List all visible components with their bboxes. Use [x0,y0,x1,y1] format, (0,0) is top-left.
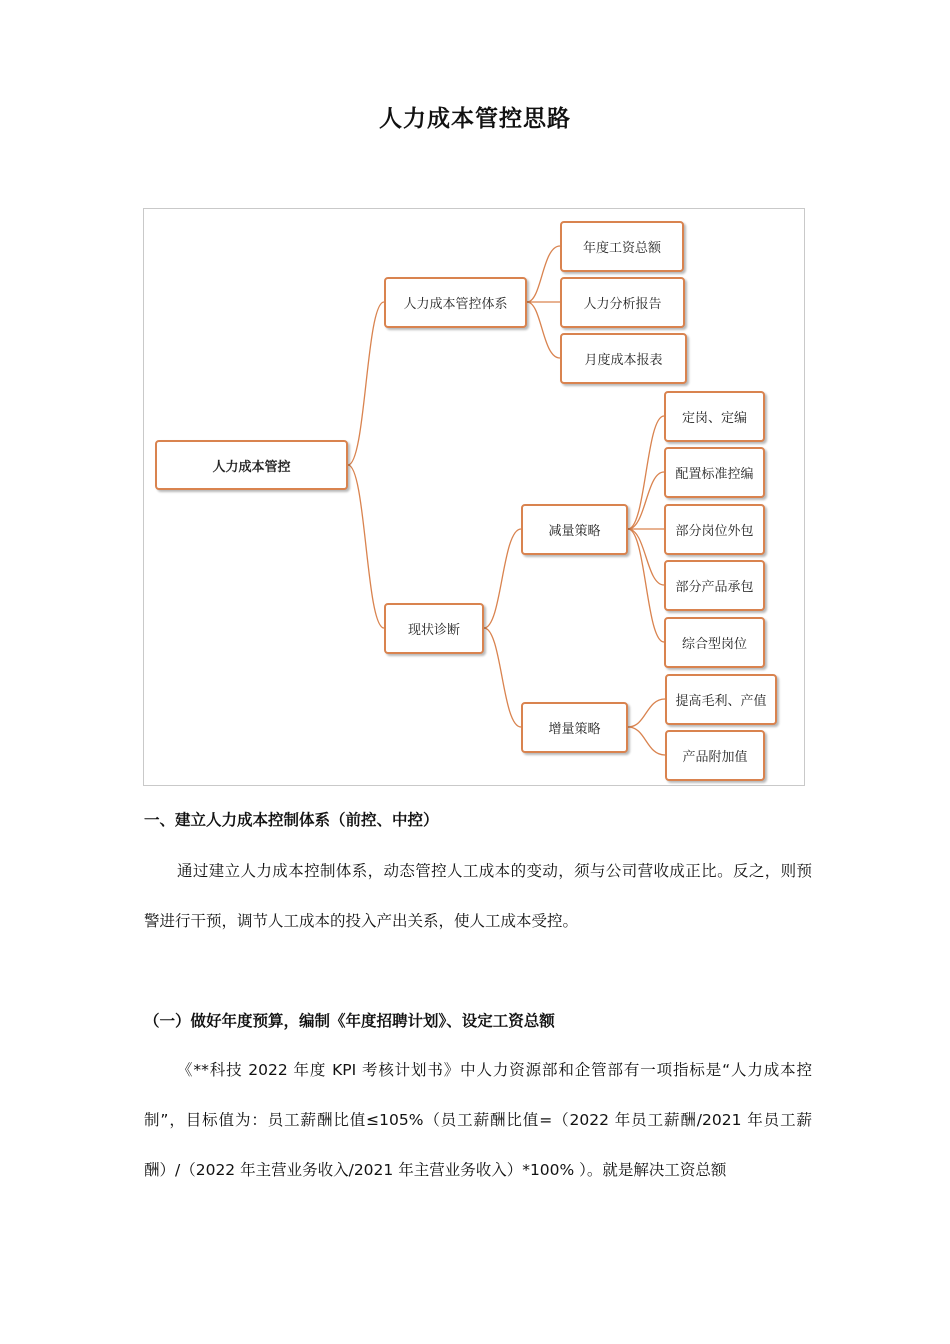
connector-reduce-child-4 [628,529,664,585]
connector-diagnosis-increase [484,628,521,727]
connector-diagnosis-reduce [484,529,521,628]
node-status-diagnosis: 现状诊断 [384,603,484,654]
connector-root-system [348,302,384,465]
section-2-paragraph: 《**科技 2022 年度 KPI 考核计划书》中人力资源部和企管部有一项指标是“人力成本控制”，目标值为：员工薪酬比值≤105%（员工薪酬比值=（2022 年员工薪酬/2021 年员工薪酬）/（2022 年主营业务收入/2021 年主营业务收入）*100% ）。就是解决工资总额 [144,1061,812,1179]
connector-system-child-1 [527,246,560,302]
section-2-heading: （一）做好年度预算，编制《年度招聘计划》、设定工资总额 [144,1012,555,1030]
node-post-outsourcing: 部分岗位外包 [664,504,765,555]
node-staffing-standard: 配置标准控编 [664,447,765,498]
node-annual-salary-total: 年度工资总额 [560,221,684,272]
connector-increase-child-1 [628,699,665,727]
node-composite-posts: 综合型岗位 [664,617,765,668]
node-root: 人力成本管控 [155,440,348,490]
node-increase-strategy: 增量策略 [521,702,628,753]
connector-increase-child-2 [628,727,665,755]
node-product-added-value: 产品附加值 [665,730,765,781]
node-raise-margin: 提高毛利、产值 [665,674,777,725]
node-cost-control-system: 人力成本管控体系 [384,277,527,328]
node-hr-analysis-report: 人力分析报告 [560,277,685,328]
mind-map-diagram [143,208,805,786]
section-1-heading: 一、建立人力成本控制体系（前控、中控） [144,811,439,829]
node-product-contracting: 部分产品承包 [664,560,765,611]
node-monthly-cost-report: 月度成本报表 [560,333,687,384]
connector-reduce-child-2 [628,472,664,529]
connector-root-diagnosis [348,465,384,628]
document-title: 人力成本管控思路 [379,106,571,132]
connector-reduce-child-1 [628,416,664,529]
node-fixed-posts: 定岗、定编 [664,391,765,442]
connector-reduce-child-5 [628,529,664,642]
section-1-paragraph: 通过建立人力成本控制体系，动态管控人工成本的变动，须与公司营收成正比。反之，则预警进行干预，调节人工成本的投入产出关系，使人工成本受控。 [144,862,812,930]
node-reduction-strategy: 减量策略 [521,504,628,555]
connector-system-child-3 [527,302,560,358]
